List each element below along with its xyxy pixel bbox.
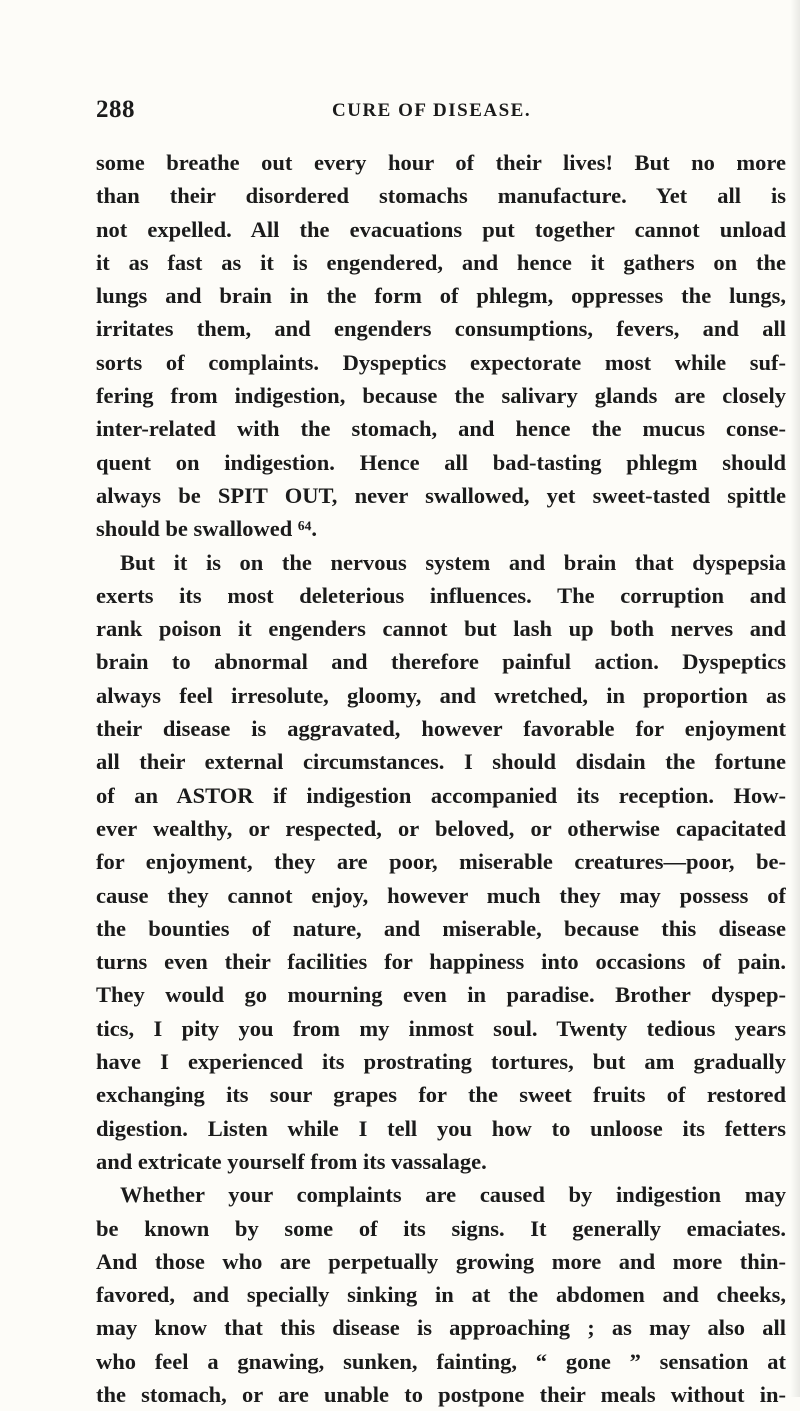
text-line: lungs and brain in the form of phlegm, oppresses the lungs, bbox=[96, 283, 786, 309]
text-line: for enjoyment, they are poor, miserable creatures—poor, be- bbox=[96, 849, 786, 875]
text-line: may know that this disease is approaching ; as may also all bbox=[96, 1315, 786, 1341]
text-line: ever wealthy, or respected, or beloved, or otherwise capacitated bbox=[96, 815, 786, 841]
text-line: They would go mourning even in paradise. Brother dyspep- bbox=[96, 982, 786, 1008]
text-line: should be swallowed ⁶⁴. bbox=[96, 516, 318, 542]
text-line: be known by some of its signs. It generally emaciates. bbox=[96, 1215, 786, 1241]
text-line: some breathe out every hour of their lives! But no more bbox=[96, 150, 786, 175]
page-number: 288 bbox=[96, 96, 135, 123]
text-line: exchanging its sour grapes for the sweet fruits of restored bbox=[96, 1082, 786, 1108]
text-line: always feel irresolute, gloomy, and wretched, in proportion as bbox=[96, 682, 786, 708]
text-line: the stomach, or are unable to postpone their meals without in- bbox=[96, 1381, 786, 1407]
text-line: it as fast as it is engendered, and hence it gathers on the bbox=[96, 249, 786, 275]
text-line: sorts of complaints. Dyspeptics expectorate most while suf- bbox=[96, 349, 786, 375]
text-line: cause they cannot enjoy, however much they may possess of bbox=[96, 882, 786, 908]
text-line: turns even their facilities for happiness into occasions of pain. bbox=[96, 949, 786, 975]
text-line: all their external circumstances. I should disdain the fortune bbox=[96, 749, 786, 775]
text-line: have I experienced its prostrating tortures, but am gradually bbox=[96, 1049, 786, 1075]
text-line: their disease is aggravated, however favorable for enjoyment bbox=[96, 716, 786, 742]
text-line: of an ASTOR if indigestion accompanied its reception. How- bbox=[96, 782, 786, 808]
text-line: exerts its most deleterious influences. The corruption and bbox=[96, 582, 786, 608]
text-line: brain to abnormal and therefore painful action. Dyspeptics bbox=[96, 649, 786, 675]
text-line: always be SPIT OUT, never swallowed, yet sweet-tasted spittle bbox=[96, 482, 786, 508]
text-line: inter-related with the stomach, and hence the mucus conse- bbox=[96, 416, 786, 442]
text-line: And those who are perpetually growing more and more thin- bbox=[96, 1248, 786, 1274]
running-head: CURE OF DISEASE. bbox=[332, 100, 532, 121]
page-edge-shadow bbox=[790, 0, 800, 1397]
text-line: who feel a gnawing, sunken, fainting, “ gone ” sensation at bbox=[96, 1348, 786, 1374]
text-line: than their disordered stomachs manufacture. Yet all is bbox=[96, 183, 786, 209]
text-line: rank poison it engenders cannot but lash up both nerves and bbox=[96, 616, 786, 642]
text-line: tics, I pity you from my inmost soul. Twenty tedious years bbox=[96, 1015, 786, 1041]
page-header bbox=[96, 96, 786, 126]
text-line: not expelled. All the evacuations put together cannot unload bbox=[96, 216, 786, 242]
body-text bbox=[96, 146, 786, 1411]
text-line: But it is on the nervous system and brain that dyspepsia bbox=[120, 549, 786, 575]
text-line: and extricate yourself from its vassalage. bbox=[96, 1148, 487, 1174]
text-line: Whether your complaints are caused by indigestion may bbox=[120, 1182, 786, 1208]
text-line: quent on indigestion. Hence all bad-tasting phlegm should bbox=[96, 449, 786, 475]
text-line: the bounties of nature, and miserable, because this disease bbox=[96, 915, 786, 941]
text-line: favored, and specially sinking in at the abdomen and cheeks, bbox=[96, 1282, 786, 1308]
text-line: irritates them, and engenders consumptions, fevers, and all bbox=[96, 316, 786, 342]
text-line: fering from indigestion, because the salivary glands are closely bbox=[96, 383, 786, 409]
text-line: digestion. Listen while I tell you how to unloose its fetters bbox=[96, 1115, 786, 1141]
